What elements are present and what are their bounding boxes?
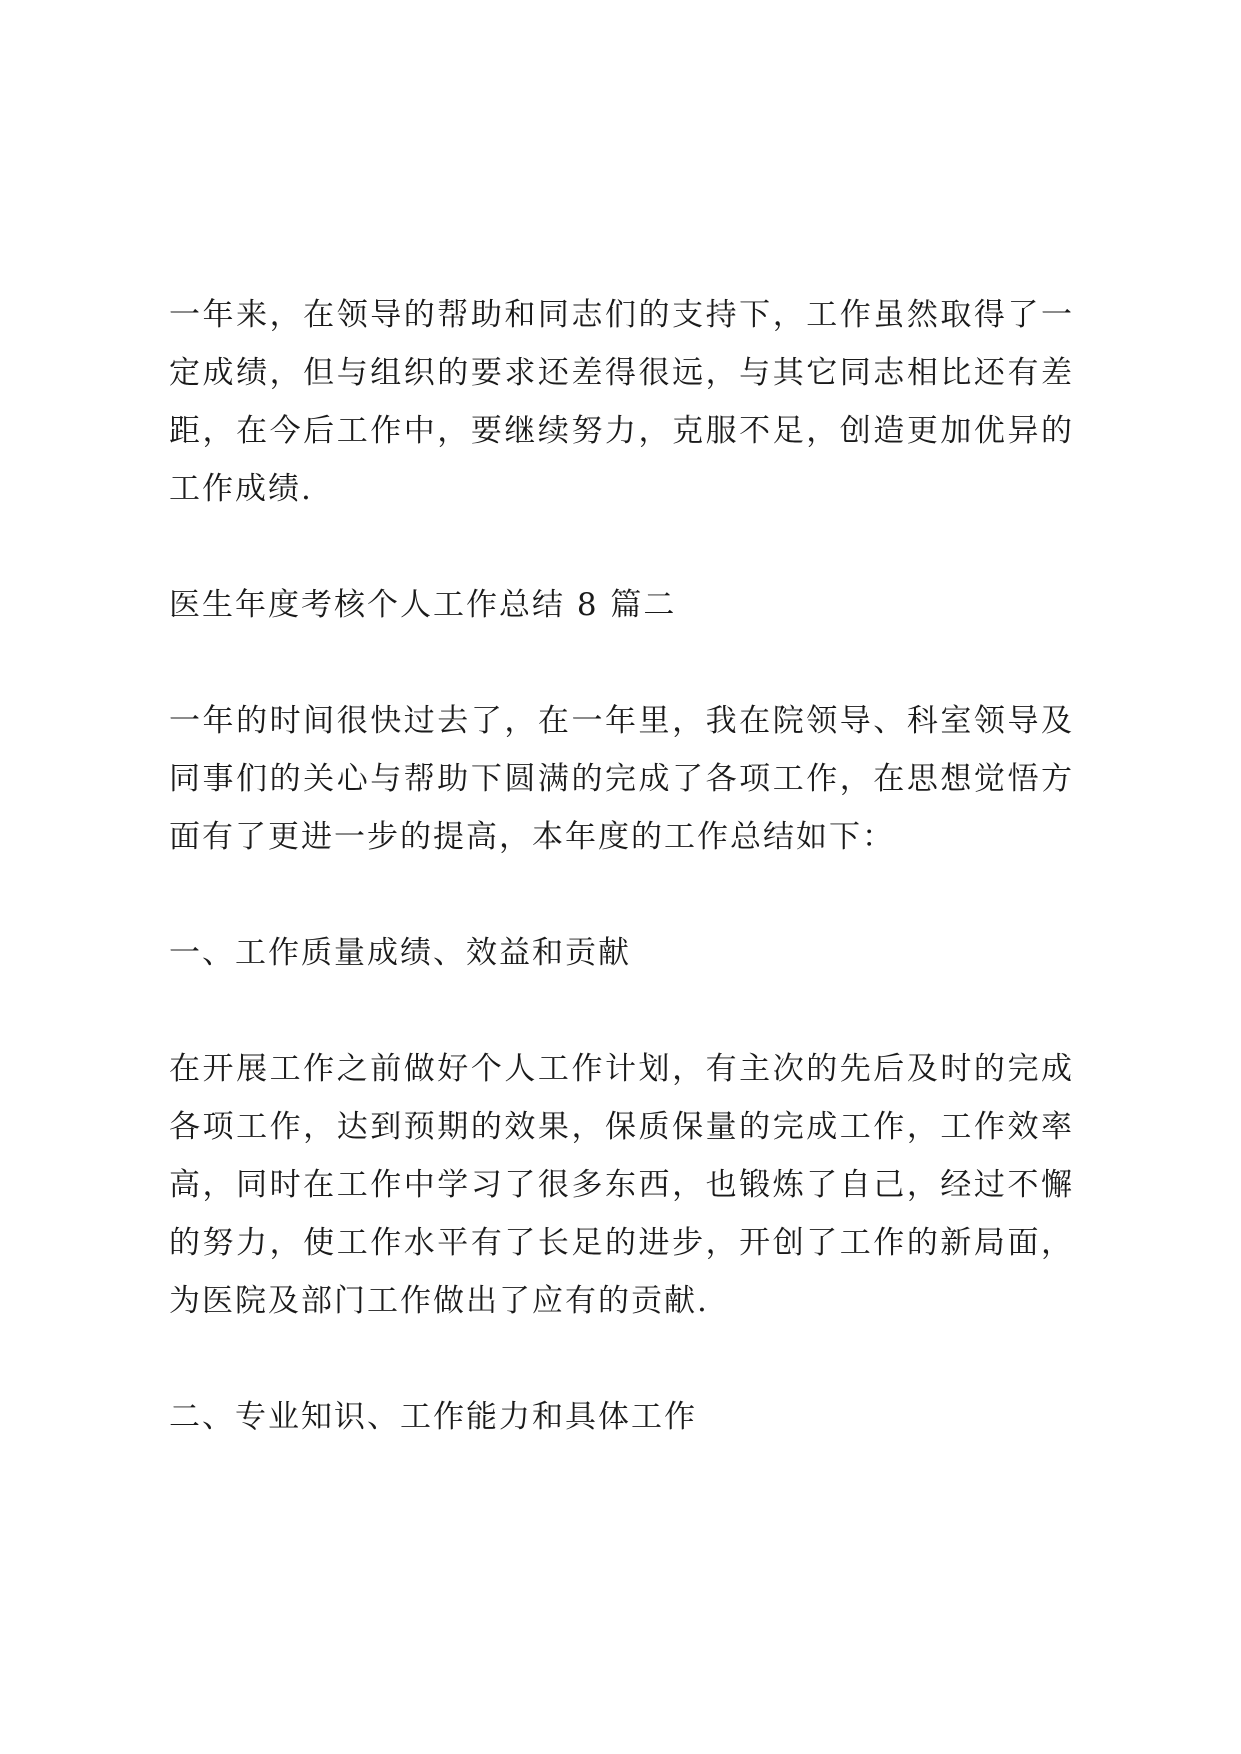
paragraph-intro: 一年的时间很快过去了，在一年里，我在院领导、科室领导及同事们的关心与帮助下圆满的完成了各项工作，在思想觉悟方面有了更进一步的提高，本年度的工作总结如下： bbox=[169, 703, 1074, 855]
heading-part-two: 二、专业知识、工作能力和具体工作 bbox=[169, 1399, 697, 1435]
heading-part-one: 一、工作质量成绩、效益和贡献 bbox=[169, 935, 631, 971]
paragraph-closing: 一年来，在领导的帮助和同志们的支持下，工作虽然取得了一定成绩，但与组织的要求还差得很远，与其它同志相比还有差距，在今后工作中，要继续努力，克服不足，创造更加优异的工作成绩. bbox=[169, 297, 1074, 507]
section-title: 医生年度考核个人工作总结 8 篇二 bbox=[169, 587, 677, 623]
paragraph-part-one: 在开展工作之前做好个人工作计划，有主次的先后及时的完成各项工作，达到预期的效果，保质保量的完成工作，工作效率高，同时在工作中学习了很多东西，也锻炼了自己，经过不懈的努力，使工作水平有了长足的进步，开创了工作的新局面，为医院及部门工作做出了应有的贡献. bbox=[169, 1051, 1074, 1319]
document-body bbox=[169, 286, 1074, 1504]
